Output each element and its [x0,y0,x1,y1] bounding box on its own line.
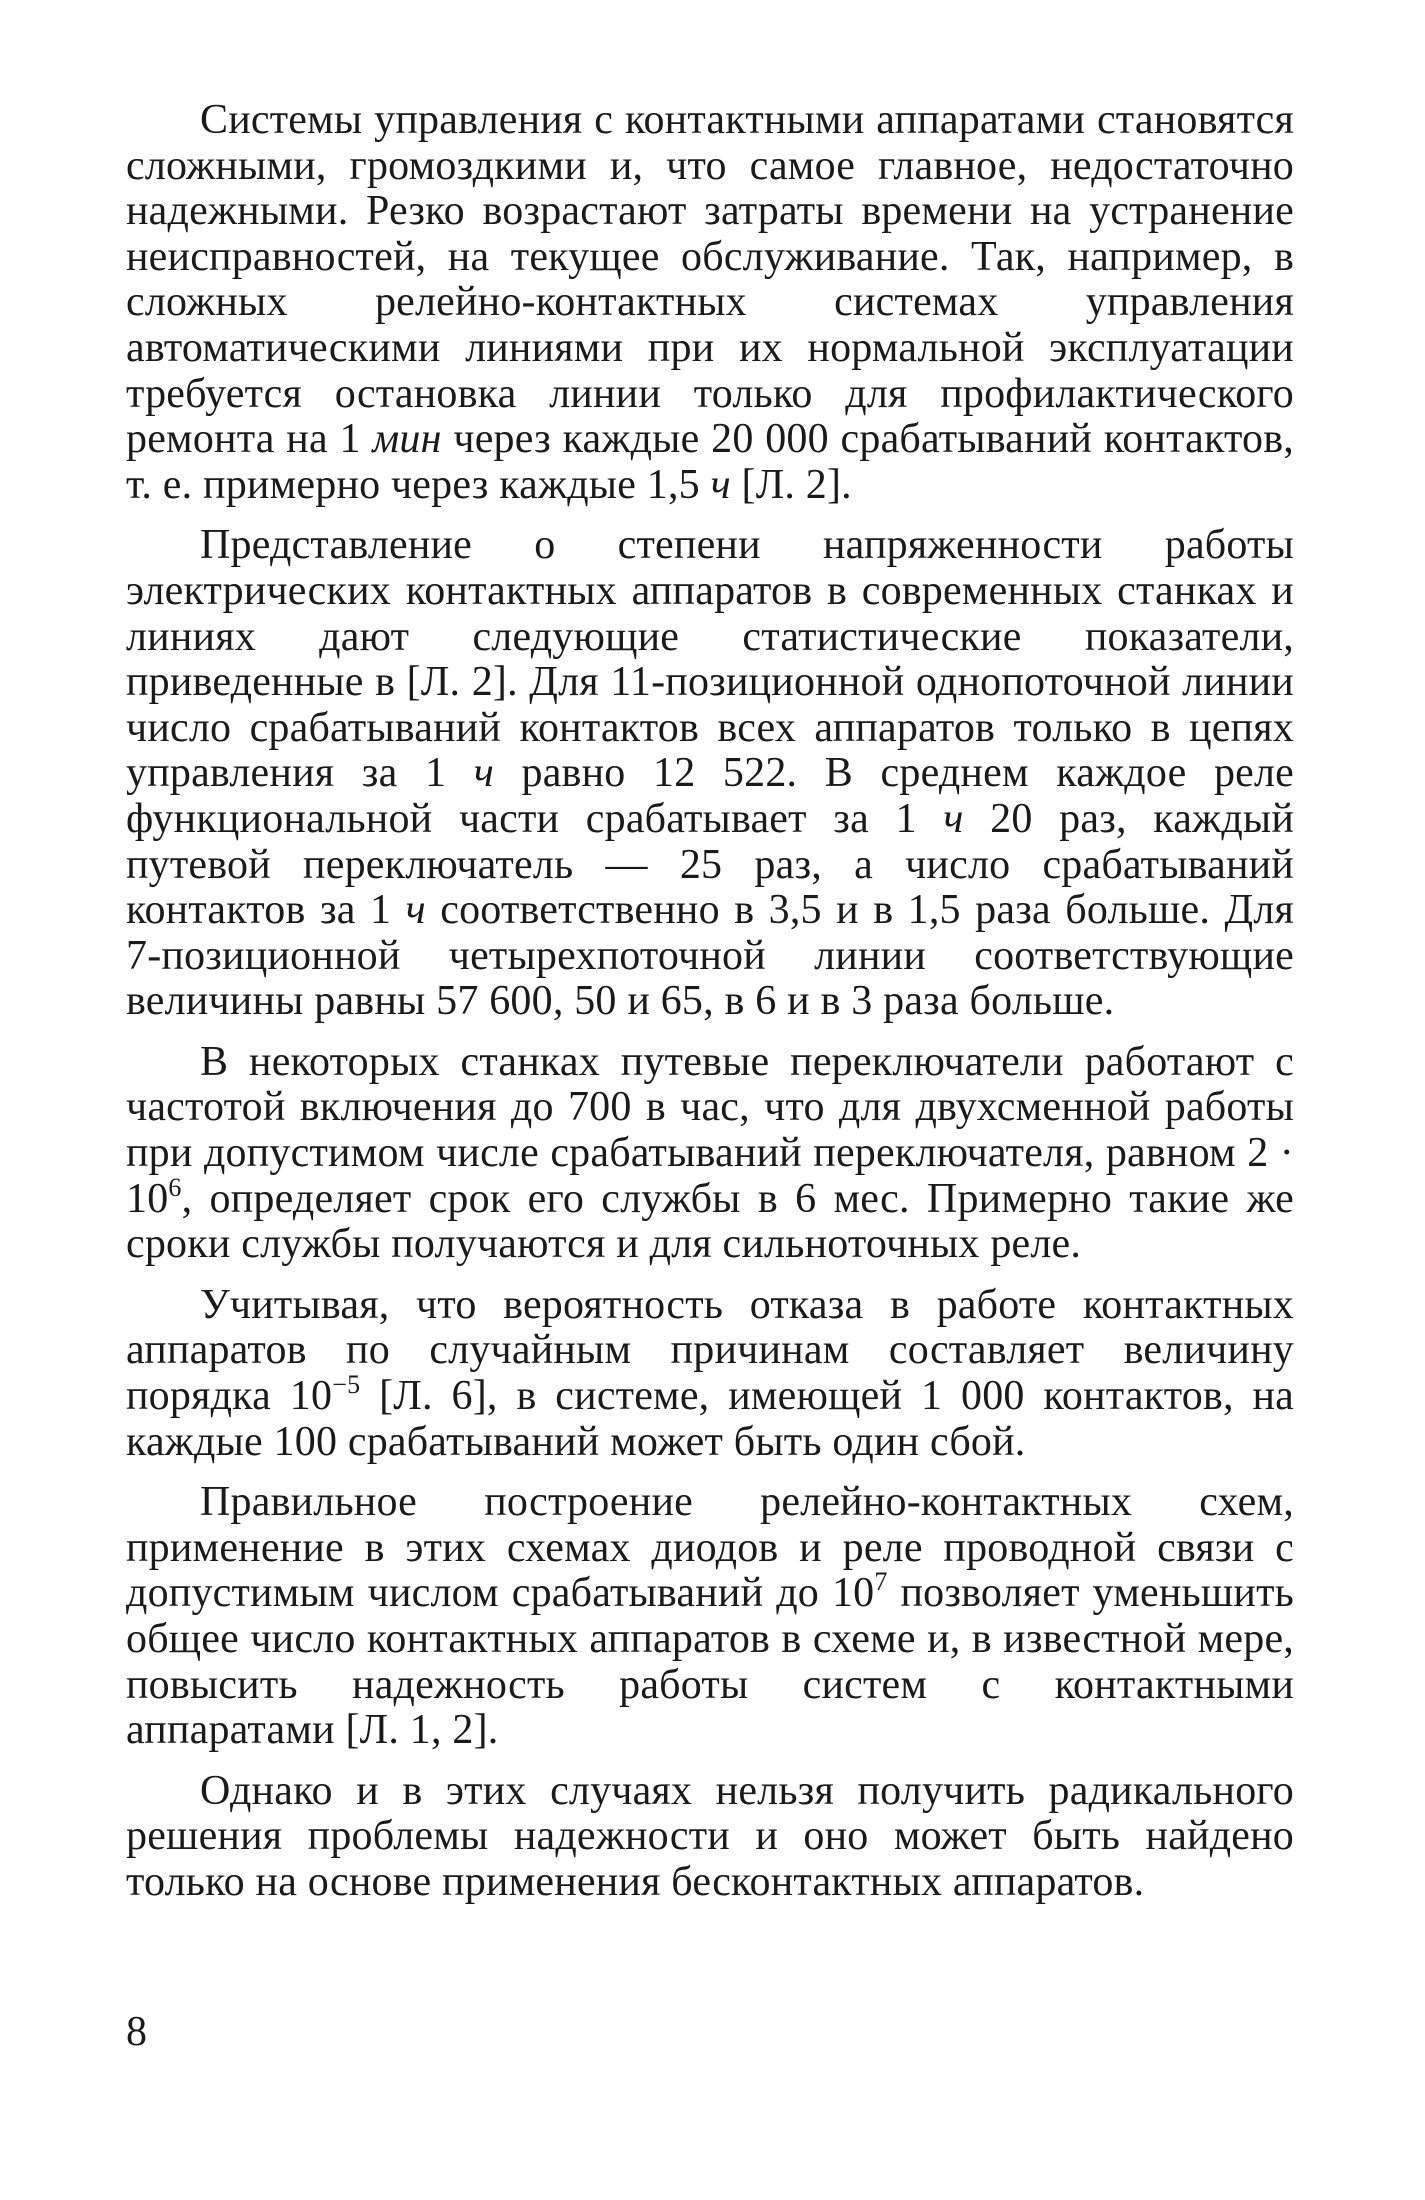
paragraph-4-text-b: [Л. 6], в системе, имеющей 1 000 контактов, на каждые 100 срабатываний может быть один сбой. [126,1373,1295,1465]
exponent: −5 [332,1370,361,1400]
paragraph-2-text-b: равно 12 522. В среднем каждое реле функциональной части срабатывает за 1 [126,750,1294,842]
paragraph-1 [126,98,1294,508]
unit-hours: ч [473,750,494,797]
paragraph-5-text-a: Правильное построение релейно-контактных схем, применение в этих схемах диодов и реле проводной связи с допустимым числом срабатываний до 10 [126,1479,1294,1617]
paragraph-1-text-a: Системы управления с контактными аппаратами становятся сложными, громоздкими и, что самое главное, недостаточно надежными. Резко возрастают затраты времени на устранение неисправностей, на текущее обслуживание. Так, например, в сложных релейно-контактных системах управления автоматическими линиями при их нормальной эксплуатации требуется остановка линии только для профилактического ремонта на 1 [126,97,1294,463]
paragraph-3-text-b: , определяет срок его службы в 6 мес. Примерно такие же сроки службы получаются и для сильноточных реле. [126,1175,1294,1268]
paragraph-2-text-a: Представление о степени напряженности работы электрических контактных аппаратов в современных станках и линиях дают следующие статистические показатели, приведенные в [Л. 2]. Для 11-позиционной однопоточной линии число срабатываний контактов всех аппаратов только в цепях управления за 1 [126,522,1294,797]
page-number: 8 [126,2009,147,2055]
paragraph-1-text-c: [Л. 2]. [730,461,852,508]
paragraph-5 [126,1480,1294,1754]
unit-hours: ч [943,795,964,842]
paragraph-3-text-a: В некоторых станках путевые переключатели работают с частотой включения до 700 в час, что для двухсменной работы при допустимом числе срабатываний переключателя, равном 2 · 10 [126,1038,1294,1222]
unit-minutes: мин [372,416,442,463]
paragraph-4-text-a: Учитывая, что вероятность отказа в работе контактных аппаратов по случайным причинам составляет величину порядка 10 [126,1281,1294,1420]
paragraph-2-text-d: соответственно в 3,5 и в 1,5 раза больше. Для 7-позиционной четырехпоточной линии соответствующие величины равны 57 600, 50 и 65, в 6 и в 3 раза больше. [126,887,1294,1025]
unit-hours: ч [405,887,426,934]
paragraph-2 [126,523,1294,1025]
paragraph-6 [126,1769,1294,1906]
paragraph-4 [126,1283,1294,1465]
unit-hours: ч [710,461,731,508]
paragraph-5-text-b: позволяет уменьшить общее число контактных аппаратов в схеме и, в известной мере, повысить надежность работы систем с контактными аппаратами [Л. 1, 2]. [126,1570,1294,1754]
paragraph-1-text-b: через каждые 20 000 срабатываний контактов, т. е. примерно через каждые 1,5 [126,416,1294,508]
page-body [126,98,1294,1921]
exponent: 7 [874,1567,888,1597]
paragraph-6-text-a: Однако и в этих случаях нельзя получить радикального решения проблемы надежности и оно может быть найдено только на основе применения бесконтактных аппаратов. [126,1767,1294,1905]
paragraph-3 [126,1040,1294,1268]
paragraph-2-text-c: 20 раз, каждый путевой переключатель — 25 раз, а число срабатываний контактов за 1 [126,795,1294,934]
exponent: 6 [168,1172,182,1202]
